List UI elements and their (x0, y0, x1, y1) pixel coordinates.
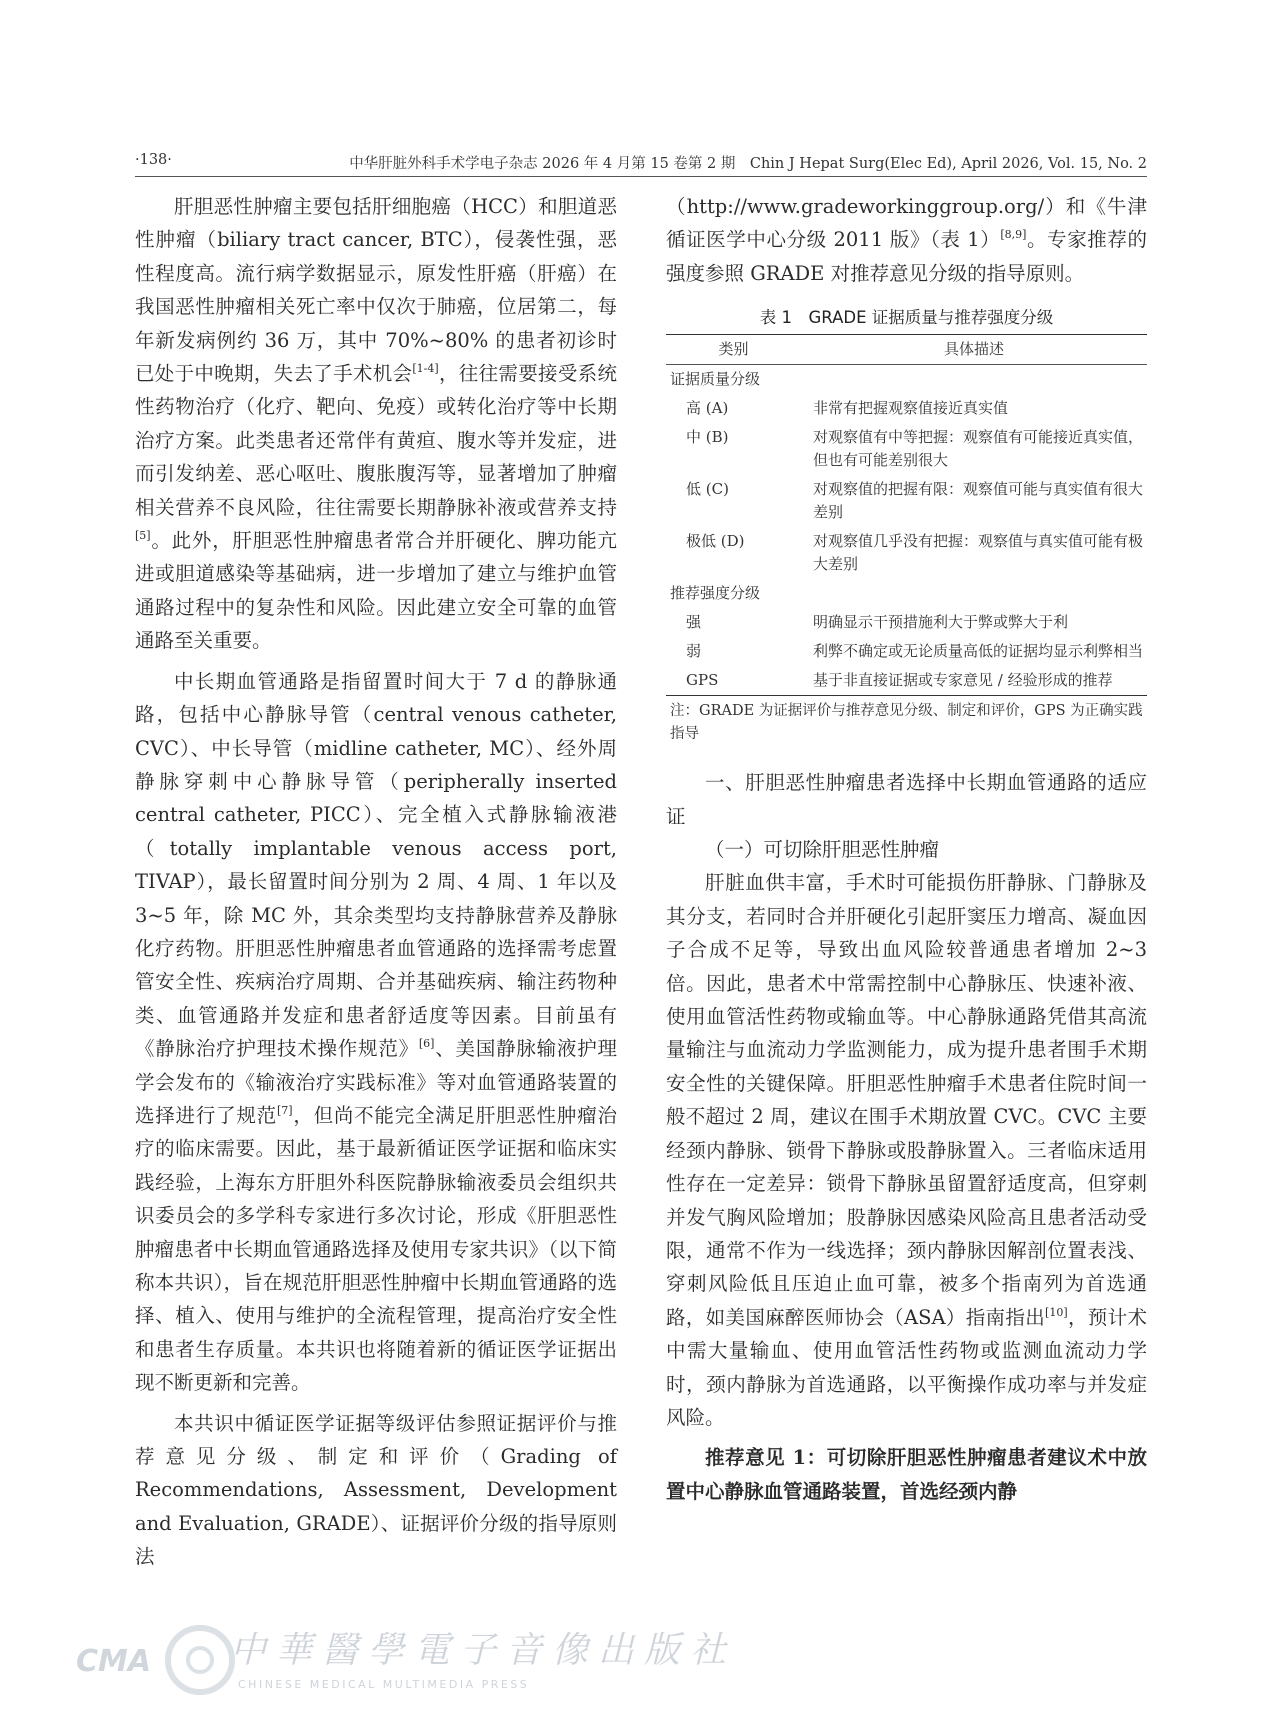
citation-ref[interactable]: [6] (418, 1037, 435, 1051)
citation-ref[interactable]: [1-4] (412, 362, 439, 376)
logo-text: CMA (76, 1644, 152, 1679)
citation-ref[interactable]: [10] (1045, 1305, 1068, 1319)
page-number: ·138· (135, 152, 172, 168)
table-row: 低 (C) 对观察值的把握有限：观察值可能与真实值有很大差别 (686, 480, 1144, 522)
intro-paragraph-3: 本共识中循证医学证据等级评估参照证据评价与推荐意见分级、制定和评价（Grading of Recommendations, Assessment, Development and Evaluation, GRADE）、证据评价分级的指导原则法 (135, 1411, 617, 1569)
citation-ref[interactable]: [5] (135, 529, 151, 543)
column-header: 具体描述 (801, 335, 1147, 365)
table-row: 极低 (D) 对观察值几乎没有把握：观察值与真实值可能有极大差别 (686, 532, 1144, 574)
intro-paragraph-1: 肝胆恶性肿瘤主要包括肝细胞癌（HCC）和胆道恶性肿瘤（biliary tract cancer, BTC），侵袭性强，恶性程度高。流行病学数据显示，原发性肝癌（肝癌）在我国恶性肿瘤相关死亡率中仅次于肺癌，位居第二，每年新发病例约 36 万，其中 70%~80% 的患者初诊时已处于中晚期，失去了手术机会[1-4]，往往需要接受系统性药物治疗（化疗、靶向、免疫）或转化治疗等中长期治疗方案。此类患者还常伴有黄疸、腹水等并发症，进而引发纳差、恶心呕吐、腹胀腹泻等，显著增加了肿瘤相关营养不良风险，往往需要长期静脉补液或营养支持[5]。此外，肝胆恶性肿瘤患者常合并肝硬化、脾功能亢进或胆道感染等基础病，进一步增加了建立与维护血管通路过程中的复杂性和风险。因此建立安全可靠的血管通路至关重要。 (135, 195, 617, 653)
table-row: 高 (A) 非常有把握观察值接近真实值 (686, 399, 1009, 418)
header-rule (135, 176, 1147, 177)
citation-ref[interactable]: [8,9] (1000, 228, 1027, 242)
recommendation-1: 推荐意见 1：可切除肝胆恶性肿瘤患者建议术中放置中心静脉血管通路装置，首选经颈内静 (666, 1446, 1147, 1503)
body-paragraph: 肝脏血供丰富，手术时可能损伤肝静脉、门静脉及其分支，若同时合并肝硬化引起肝窦压力增高、凝血因子合成不足等，导致出血风险较普通患者增加 2~3 倍。因此，患者术中常需控制中心静脉压、快速补液、使用血管活性药物或输血等。中心静脉通路凭借其高流量输注与血流动力学监测能力，成为提升患者围手术期安全性的关键保障。肝胆恶性肿瘤手术患者住院时间一般不超过 2 周，建议在围手术期放置 CVC。CVC 主要经颈内静脉、锁骨下静脉或股静脉置入。三者临床适用性存在一定差异：锁骨下静脉虽留置舒适度高，但穿刺并发气胸风险增加；股静脉因感染风险高且患者活动受限，通常不作为一线选择；颈内静脉因解剖位置表浅、穿刺风险低且压迫止血可靠，被多个指南列为首选通路，如美国麻醉医师协会（ASA）指南指出[10]，预计术中需大量输血、使用血管活性药物或监测血流动力学时，颈内静脉为首选通路，以平衡操作成功率与并发症风险。 (666, 871, 1147, 1429)
disc-icon (168, 1628, 232, 1692)
citation-ref[interactable]: [7] (276, 1103, 293, 1117)
section-heading-2: （一）可切除肝胆恶性肿瘤 (705, 838, 940, 862)
right-column (666, 190, 1147, 1508)
publisher-name-cn: 中華醫學電子音像出版社 (230, 1630, 737, 1671)
grade-table (666, 334, 1147, 696)
publisher-name-en: CHINESE MEDICAL MULTIMEDIA PRESS (238, 1678, 530, 1691)
table-section-label: 推荐强度分级 (670, 584, 761, 603)
table-row: 弱 利弊不确定或无论质量高低的证据均显示利弊相当 (686, 642, 1144, 661)
table-section-label: 证据质量分级 (670, 370, 761, 389)
table-row: GPS 基于非直接证据或专家意见 / 经验形成的推荐 (666, 666, 1147, 696)
table-note: 注：GRADE 为证据评价与推荐意见分级、制定和评价，GPS 为正确实践指导 (670, 703, 1143, 743)
running-header (135, 148, 1147, 174)
intro-paragraph-3-continued: （http://www.gradeworkinggroup.org/）和《牛津循证医学中心分级 2011 版》（表 1）[8,9]。专家推荐的强度参照 GRADE 对推荐意见分级的指导原则。 (666, 195, 1147, 285)
left-column (135, 190, 617, 1574)
table-row: 强 明确显示干预措施利大于弊或弊大于利 (686, 613, 1069, 632)
table-title: 表 1 GRADE 证据质量与推荐强度分级 (759, 308, 1054, 328)
table-row: 中 (B) 对观察值有中等把握：观察值有可能接近真实值，但也有可能差别很大 (686, 428, 1144, 470)
column-header: 类别 (666, 335, 801, 365)
section-heading-1: 一、肝胆恶性肿瘤患者选择中长期血管通路的适应证 (666, 771, 1147, 828)
intro-paragraph-2: 中长期血管通路是指留置时间大于 7 d 的静脉通路，包括中心静脉导管（central venous catheter, CVC）、中长导管（midline catheter, MC）、经外周静脉穿刺中心静脉导管（peripherally inserted central catheter, PICC）、完全植入式静脉输液港（totally implantable venous access port, TIVAP），最长留置时间分别为 2 周、4 周、1 年以及 3~5 年，除 MC 外，其余类型均支持静脉营养及静脉化疗药物。肝胆恶性肿瘤患者血管通路的选择需考虑置管安全性、疾病治疗周期、合并基础疾病、输注药物种类、血管通路并发症和患者舒适度等因素。目前虽有《静脉治疗护理技术操作规范》[6]、美国静脉输液护理学会发布的《输液治疗实践标准》等对血管通路装置的选择进行了规范[7]，但尚不能完全满足肝胆恶性肿瘤治疗的临床需要。因此，基于最新循证医学证据和临床实践经验，上海东方肝胆外科医院静脉输液委员会组织共识委员会的多学科专家进行多次讨论，形成《肝胆恶性肿瘤患者中长期血管通路选择及使用专家共识》（以下简称本共识），旨在规范肝胆恶性肿瘤中长期血管通路的选择、植入、使用与维护的全流程管理，提高治疗安全性和患者生存质量。本共识也将随着新的循证医学证据出现不断更新和完善。 (135, 669, 617, 1395)
journal-citation: 中华肝脏外科手术学电子杂志 2026 年 4 月第 15 卷第 2 期 Chin J Hepat Surg(Elec Ed), April 2026, Vol. 15, No. 2 (349, 156, 1147, 172)
